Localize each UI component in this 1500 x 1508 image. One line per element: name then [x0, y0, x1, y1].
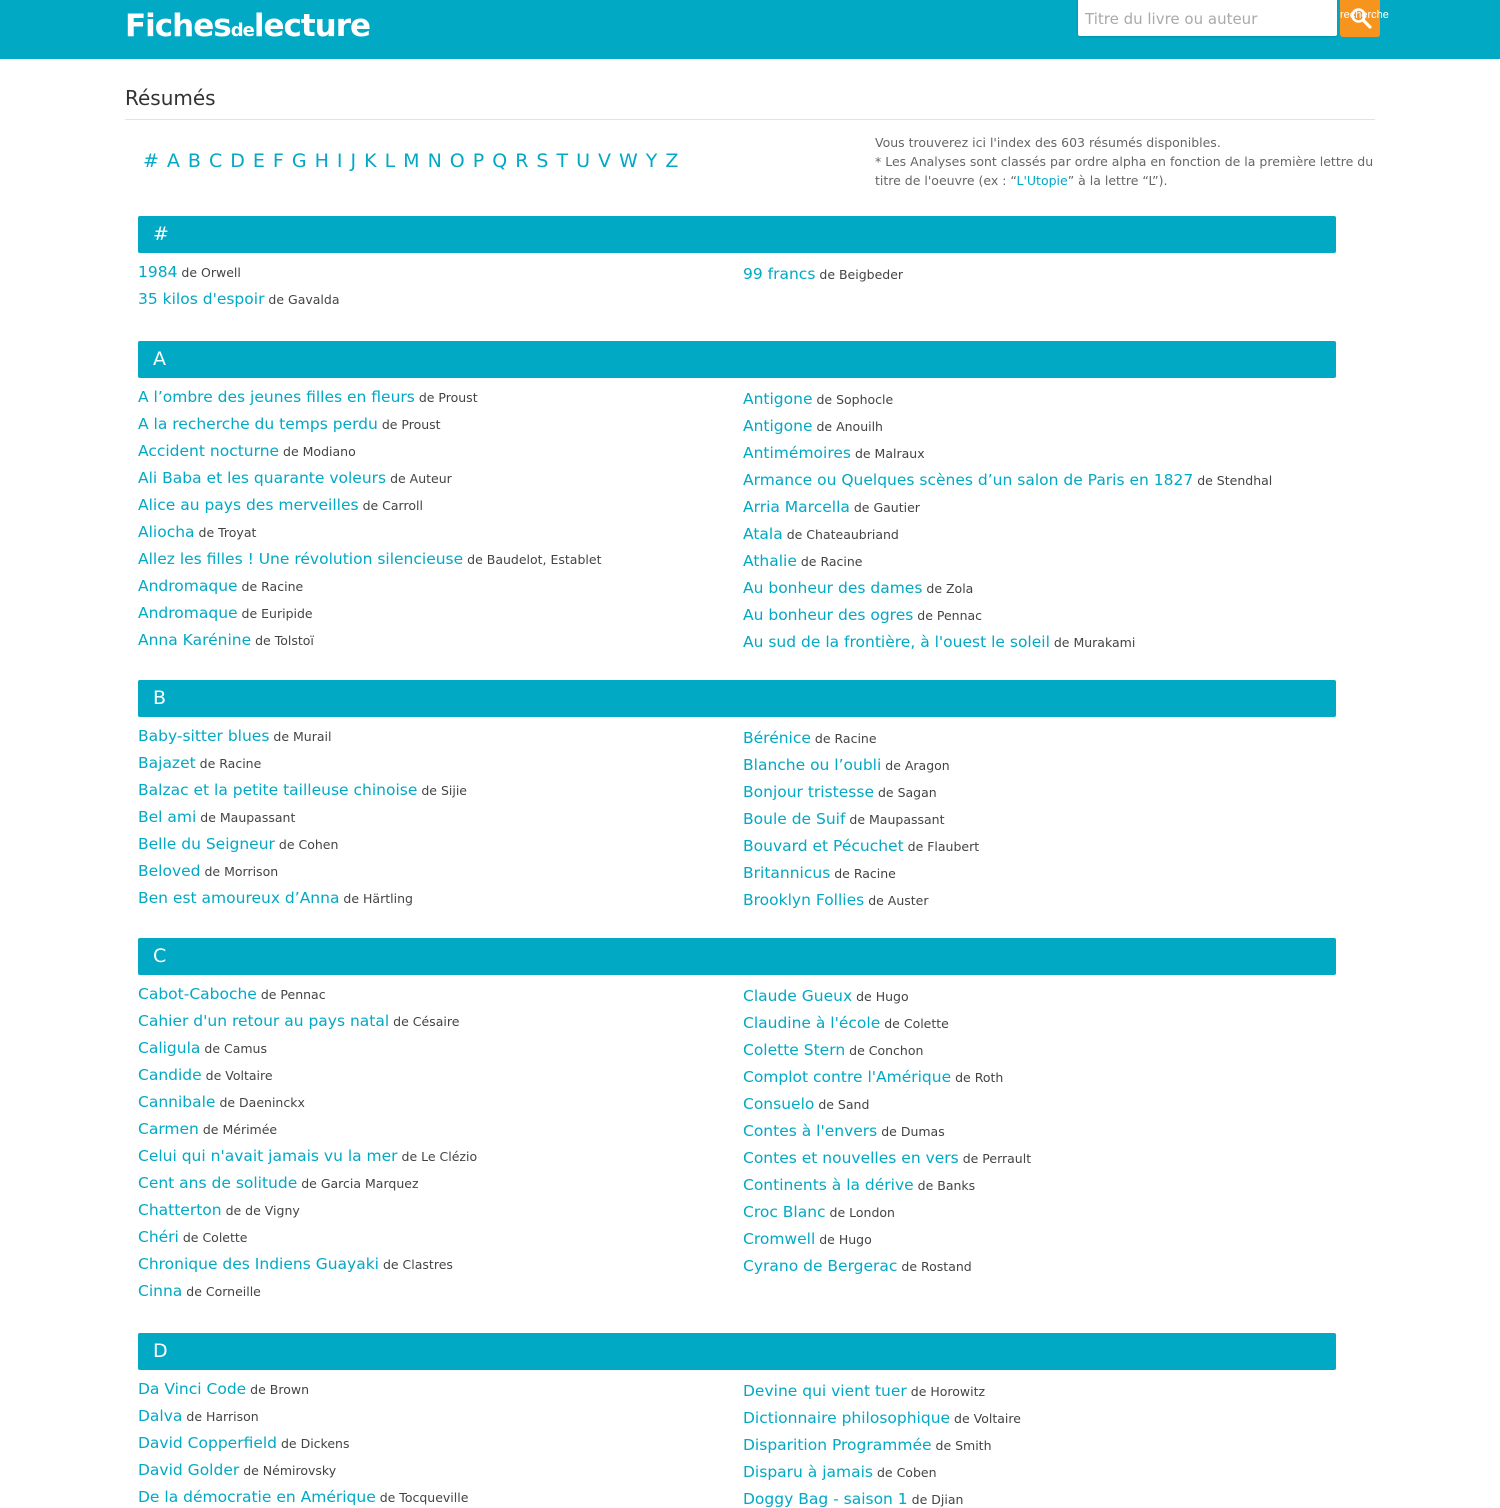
- book-title-link[interactable]: Brooklyn Follies: [743, 891, 865, 909]
- book-title-link[interactable]: Dalva: [138, 1407, 183, 1425]
- book-author: de Harrison: [182, 1409, 259, 1424]
- book-author: de Stendhal: [1193, 473, 1273, 488]
- search-button[interactable]: [1340, 0, 1389, 37]
- alpha-link-e[interactable]: E: [252, 150, 265, 172]
- book-author: de Proust: [377, 417, 441, 432]
- book-entry: [743, 782, 937, 801]
- alpha-link-m[interactable]: M: [403, 150, 420, 172]
- book-entry: [138, 1119, 277, 1138]
- book-entry: [743, 1229, 872, 1248]
- book-title-link[interactable]: Cannibale: [138, 1093, 216, 1111]
- book-title-link[interactable]: Athalie: [743, 552, 797, 570]
- book-entry: [743, 264, 903, 283]
- book-title-link[interactable]: Allez les filles ! Une révolution silencieuse: [138, 550, 464, 568]
- book-author: de Anouilh: [812, 419, 883, 434]
- book-author: de Racine: [796, 554, 863, 569]
- alpha-link-u[interactable]: U: [576, 150, 590, 172]
- book-author: de Troyat: [194, 525, 257, 540]
- book-title-link[interactable]: Claude Gueux: [743, 987, 853, 1005]
- book-author: de Racine: [830, 866, 896, 881]
- book-title-link[interactable]: David Golder: [138, 1461, 240, 1479]
- book-entry: [743, 470, 1272, 489]
- book-author: de Härtling: [339, 891, 413, 906]
- book-entry: [138, 1038, 267, 1057]
- book-author: de Sophocle: [812, 392, 894, 407]
- book-author: de Murail: [269, 729, 332, 744]
- book-title-link[interactable]: Chatterton: [138, 1201, 222, 1219]
- book-entry: [743, 632, 1135, 651]
- book-title-link[interactable]: Disparu à jamais: [743, 1463, 873, 1481]
- book-entry: [138, 1146, 477, 1165]
- book-author: de Coben: [873, 1465, 937, 1480]
- book-entry: [743, 1256, 972, 1275]
- alpha-link-y[interactable]: Y: [645, 150, 658, 172]
- alphabet-nav: [143, 150, 686, 172]
- alpha-link-q[interactable]: Q: [492, 150, 508, 172]
- book-title-link[interactable]: Accident nocturne: [138, 442, 280, 460]
- book-title-link[interactable]: Chéri: [138, 1228, 179, 1246]
- book-entry: [138, 726, 331, 745]
- book-entry: [743, 755, 950, 774]
- book-entry: [138, 984, 326, 1003]
- book-author: de Rostand: [897, 1259, 972, 1274]
- info-text: * Les Analyses sont classés par ordre alpha en fonction de la première lettre du titre de l'oeuvre (ex : “: [875, 154, 1374, 188]
- book-entry: [138, 888, 413, 907]
- book-author: de Maupassant: [845, 812, 945, 827]
- book-title-link[interactable]: Balzac et la petite tailleuse chinoise: [138, 781, 418, 799]
- book-author: de Sand: [814, 1097, 870, 1112]
- search-button-label: recherche: [1340, 9, 1389, 21]
- book-author: de Corneille: [182, 1284, 261, 1299]
- book-author: de Modiano: [279, 444, 356, 459]
- book-entry: [743, 1040, 923, 1059]
- book-title-link[interactable]: Andromaque: [138, 577, 238, 595]
- book-author: de Sijie: [417, 783, 467, 798]
- section-header-hash: #: [138, 216, 1336, 253]
- info-text-end: ” à la lettre “L”).: [1067, 173, 1168, 188]
- book-title-link[interactable]: Croc Blanc: [743, 1203, 826, 1221]
- alpha-link-o[interactable]: O: [449, 150, 465, 172]
- book-author: de Maupassant: [196, 810, 296, 825]
- book-title-link[interactable]: Cromwell: [743, 1230, 816, 1248]
- book-title-link[interactable]: Beloved: [138, 862, 201, 880]
- site-logo[interactable]: [125, 8, 370, 48]
- book-title-link[interactable]: Antigone: [743, 390, 813, 408]
- book-entry: [743, 836, 979, 855]
- book-title-link[interactable]: Continents à la dérive: [743, 1176, 914, 1194]
- book-title-link[interactable]: Antigone: [743, 417, 813, 435]
- book-entry: [743, 863, 896, 882]
- book-title-link[interactable]: Complot contre l'Amérique: [743, 1068, 952, 1086]
- alpha-link-k[interactable]: K: [364, 150, 377, 172]
- book-title-link[interactable]: Armance ou Quelques scènes d’un salon de Paris en 1827: [743, 471, 1194, 489]
- alpha-link-r[interactable]: R: [515, 150, 529, 172]
- book-title-link[interactable]: Doggy Bag - saison 1: [743, 1490, 908, 1508]
- book-title-link[interactable]: Bonjour tristesse: [743, 783, 874, 801]
- book-entry: [138, 1200, 300, 1219]
- book-entry: [743, 1121, 945, 1140]
- book-entry: [743, 809, 945, 828]
- book-author: de Roth: [951, 1070, 1004, 1085]
- book-title-link[interactable]: A la recherche du temps perdu: [138, 415, 378, 433]
- example-link[interactable]: L'Utopie: [1016, 173, 1068, 188]
- book-author: de Colette: [880, 1016, 949, 1031]
- book-entry: [743, 605, 982, 624]
- book-author: de Némirovsky: [239, 1463, 337, 1478]
- book-entry: [138, 414, 441, 433]
- alpha-link-z[interactable]: Z: [665, 150, 679, 172]
- book-entry: [743, 1067, 1003, 1086]
- book-title-link[interactable]: Claudine à l'école: [743, 1014, 881, 1032]
- book-title-link[interactable]: 99 francs: [743, 265, 816, 283]
- book-entry: [138, 441, 356, 460]
- book-title-link[interactable]: Cabot-Caboche: [138, 985, 257, 1003]
- book-entry: [743, 1435, 992, 1454]
- book-author: de Conchon: [845, 1043, 924, 1058]
- book-author: de Horowitz: [906, 1384, 986, 1399]
- book-title-link[interactable]: Celui qui n'avait jamais vu la mer: [138, 1147, 398, 1165]
- book-author: de Pennac: [256, 987, 326, 1002]
- book-author: de Racine: [237, 579, 304, 594]
- book-entry: [138, 807, 295, 826]
- book-author: de Sagan: [874, 785, 937, 800]
- book-author: de Dumas: [877, 1124, 945, 1139]
- book-author: de Tolstoï: [251, 633, 314, 648]
- book-author: de Morrison: [200, 864, 279, 879]
- book-author: de Garcia Marquez: [297, 1176, 419, 1191]
- book-entry: [743, 890, 929, 909]
- book-entry: [743, 551, 863, 570]
- book-title-link[interactable]: Bel ami: [138, 808, 197, 826]
- book-entry: [138, 603, 313, 622]
- book-entry: [138, 1460, 336, 1479]
- section-header-b: B: [138, 680, 1336, 717]
- book-entry: [138, 780, 467, 799]
- alpha-link-j[interactable]: J: [350, 150, 357, 172]
- book-title-link[interactable]: Aliocha: [138, 523, 195, 541]
- book-author: de Voltaire: [201, 1068, 273, 1083]
- book-title-link[interactable]: Ali Baba et les quarante voleurs: [138, 469, 387, 487]
- book-entry: [138, 522, 256, 541]
- book-author: de Cohen: [274, 837, 339, 852]
- book-title-link[interactable]: Atala: [743, 525, 783, 543]
- page-title: Résumés: [125, 86, 216, 110]
- alpha-link-t[interactable]: T: [556, 150, 569, 172]
- book-author: de Malraux: [850, 446, 925, 461]
- book-title-link[interactable]: Au bonheur des dames: [743, 579, 923, 597]
- book-author: de Orwell: [177, 265, 241, 280]
- book-entry: [743, 1202, 895, 1221]
- book-title-link[interactable]: Cinna: [138, 1282, 183, 1300]
- alpha-link-hash[interactable]: #: [143, 150, 159, 172]
- alpha-link-v[interactable]: V: [597, 150, 611, 172]
- search-input[interactable]: [1078, 0, 1337, 36]
- book-entry: [743, 497, 920, 516]
- book-entry: [138, 1227, 247, 1246]
- top-bar: [0, 0, 1500, 59]
- book-author: de Banks: [913, 1178, 976, 1193]
- book-author: de Racine: [810, 731, 877, 746]
- info-line-sorting: [875, 152, 1375, 190]
- book-title-link[interactable]: A l’ombre des jeunes filles en fleurs: [138, 388, 415, 406]
- alpha-link-c[interactable]: C: [208, 150, 223, 172]
- book-entry: [138, 1281, 261, 1300]
- book-entry: [138, 1433, 349, 1452]
- book-title-link[interactable]: Alice au pays des merveilles: [138, 496, 359, 514]
- book-author: de Carroll: [358, 498, 423, 513]
- book-author: de Daeninckx: [215, 1095, 305, 1110]
- book-title-link[interactable]: Cent ans de solitude: [138, 1174, 298, 1192]
- book-title-link[interactable]: 35 kilos d'espoir: [138, 290, 265, 308]
- book-entry: [743, 1462, 937, 1481]
- book-entry: [138, 1092, 305, 1111]
- book-author: de London: [825, 1205, 895, 1220]
- book-entry: [743, 443, 925, 462]
- book-title-link[interactable]: Blanche ou l’oubli: [743, 756, 882, 774]
- book-entry: [743, 578, 973, 597]
- book-author: de Zola: [922, 581, 974, 596]
- book-author: de Aragon: [881, 758, 950, 773]
- book-title-link[interactable]: Contes et nouvelles en vers: [743, 1149, 959, 1167]
- alpha-link-a[interactable]: A: [166, 150, 180, 172]
- book-title-link[interactable]: Ben est amoureux d’Anna: [138, 889, 340, 907]
- book-entry: [743, 1175, 975, 1194]
- book-title-link[interactable]: Au bonheur des ogres: [743, 606, 914, 624]
- book-entry: [743, 1013, 949, 1032]
- book-entry: [138, 262, 241, 281]
- book-title-link[interactable]: Candide: [138, 1066, 202, 1084]
- book-author: de Camus: [200, 1041, 267, 1056]
- book-title-link[interactable]: Bajazet: [138, 754, 196, 772]
- book-title-link[interactable]: De la démocratie en Amérique: [138, 1488, 376, 1506]
- book-title-link[interactable]: Carmen: [138, 1120, 199, 1138]
- book-author: de Le Clézio: [397, 1149, 478, 1164]
- book-entry: [138, 753, 261, 772]
- alpha-link-w[interactable]: W: [618, 150, 638, 172]
- book-author: de Gautier: [849, 500, 920, 515]
- book-entry: [138, 861, 278, 880]
- book-entry: [743, 524, 899, 543]
- alpha-link-b[interactable]: B: [187, 150, 201, 172]
- book-entry: [138, 1173, 419, 1192]
- book-author: de Perrault: [958, 1151, 1032, 1166]
- book-entry: [138, 468, 452, 487]
- book-title-link[interactable]: Bérénice: [743, 729, 811, 747]
- book-title-link[interactable]: Colette Stern: [743, 1041, 846, 1059]
- book-entry: [743, 728, 877, 747]
- book-title-link[interactable]: Baby-sitter blues: [138, 727, 270, 745]
- book-entry: [743, 1094, 869, 1113]
- book-title-link[interactable]: Britannicus: [743, 864, 831, 882]
- book-entry: [138, 1011, 459, 1030]
- alpha-link-f[interactable]: F: [272, 150, 284, 172]
- book-entry: [743, 1489, 963, 1508]
- book-author: de Murakami: [1049, 635, 1136, 650]
- book-author: de Dickens: [277, 1436, 350, 1451]
- book-entry: [743, 1148, 1031, 1167]
- book-author: de Pennac: [913, 608, 983, 623]
- info-line-count: Vous trouverez ici l'index des 603 résumés disponibles.: [875, 135, 1221, 150]
- logo-word-fiches: Fiches: [125, 8, 231, 44]
- book-entry: [138, 495, 423, 514]
- book-author: de Euripide: [237, 606, 313, 621]
- book-author: de Hugo: [852, 989, 909, 1004]
- logo-word-lecture: lecture: [253, 8, 371, 44]
- logo-word-de: de: [230, 20, 254, 41]
- book-author: de Colette: [178, 1230, 248, 1245]
- book-author: de Auteur: [386, 471, 452, 486]
- book-author: de Djian: [907, 1492, 964, 1507]
- book-author: de Césaire: [389, 1014, 460, 1029]
- book-entry: [138, 1487, 468, 1506]
- alpha-link-d[interactable]: D: [230, 150, 245, 172]
- book-title-link[interactable]: Cyrano de Bergerac: [743, 1257, 898, 1275]
- book-author: de Gavalda: [264, 292, 340, 307]
- book-title-link[interactable]: Contes à l'envers: [743, 1122, 878, 1140]
- book-entry: [138, 1406, 259, 1425]
- book-entry: [743, 389, 893, 408]
- book-title-link[interactable]: Au sud de la frontière, à l'ouest le soleil: [743, 633, 1050, 651]
- book-author: de Racine: [195, 756, 262, 771]
- book-entry: [138, 549, 601, 568]
- book-author: de Brown: [246, 1382, 310, 1397]
- book-title-link[interactable]: Dictionnaire philosophique: [743, 1409, 951, 1427]
- alpha-link-l[interactable]: L: [384, 150, 396, 172]
- alpha-link-s[interactable]: S: [536, 150, 549, 172]
- book-title-link[interactable]: Antimémoires: [743, 444, 851, 462]
- book-title-link[interactable]: Chronique des Indiens Guayaki: [138, 1255, 379, 1273]
- search-icon: [1349, 6, 1373, 30]
- alpha-link-p[interactable]: P: [472, 150, 485, 172]
- book-author: de Beigbeder: [815, 267, 904, 282]
- book-author: de Auster: [864, 893, 929, 908]
- section-header-d: D: [138, 1333, 1336, 1370]
- book-title-link[interactable]: Boule de Suif: [743, 810, 846, 828]
- section-header-c: C: [138, 938, 1336, 975]
- book-title-link[interactable]: Anna Karénine: [138, 631, 252, 649]
- book-title-link[interactable]: Devine qui vient tuer: [743, 1382, 907, 1400]
- book-title-link[interactable]: Cahier d'un retour au pays natal: [138, 1012, 390, 1030]
- book-author: de Tocqueville: [375, 1490, 469, 1505]
- book-author: de Flaubert: [903, 839, 980, 854]
- book-title-link[interactable]: Disparition Programmée: [743, 1436, 932, 1454]
- book-author: de de Vigny: [221, 1203, 300, 1218]
- book-title-link[interactable]: Andromaque: [138, 604, 238, 622]
- book-title-link[interactable]: Belle du Seigneur: [138, 835, 275, 853]
- book-entry: [138, 630, 314, 649]
- book-title-link[interactable]: David Copperfield: [138, 1434, 278, 1452]
- book-title-link[interactable]: Arria Marcella: [743, 498, 850, 516]
- book-entry: [138, 1379, 309, 1398]
- book-title-link[interactable]: Consuelo: [743, 1095, 815, 1113]
- alpha-link-i[interactable]: I: [336, 150, 343, 172]
- book-title-link[interactable]: Caligula: [138, 1039, 201, 1057]
- book-author: de Baudelot, Establet: [463, 552, 602, 567]
- index-info: [875, 133, 1375, 190]
- book-entry: [138, 1254, 453, 1273]
- book-author: de Chateaubriand: [782, 527, 899, 542]
- alpha-link-n[interactable]: N: [427, 150, 442, 172]
- book-title-link[interactable]: Bouvard et Pécuchet: [743, 837, 904, 855]
- book-entry: [743, 1408, 1021, 1427]
- book-entry: [743, 416, 883, 435]
- book-entry: [138, 834, 338, 853]
- title-divider: [125, 119, 1375, 120]
- alpha-link-g[interactable]: G: [291, 150, 307, 172]
- section-header-a: A: [138, 341, 1336, 378]
- book-author: de Smith: [931, 1438, 992, 1453]
- book-entry: [743, 1381, 985, 1400]
- book-entry: [138, 387, 478, 406]
- book-author: de Voltaire: [950, 1411, 1021, 1426]
- book-author: de Clastres: [378, 1257, 453, 1272]
- book-entry: [743, 986, 909, 1005]
- book-author: de Proust: [414, 390, 478, 405]
- book-entry: [138, 289, 339, 308]
- book-author: de Mérimée: [198, 1122, 278, 1137]
- book-author: de Hugo: [815, 1232, 872, 1247]
- book-entry: [138, 576, 303, 595]
- book-title-link[interactable]: Da Vinci Code: [138, 1380, 247, 1398]
- book-entry: [138, 1065, 273, 1084]
- alpha-link-h[interactable]: H: [314, 150, 329, 172]
- book-title-link[interactable]: 1984: [138, 263, 178, 281]
